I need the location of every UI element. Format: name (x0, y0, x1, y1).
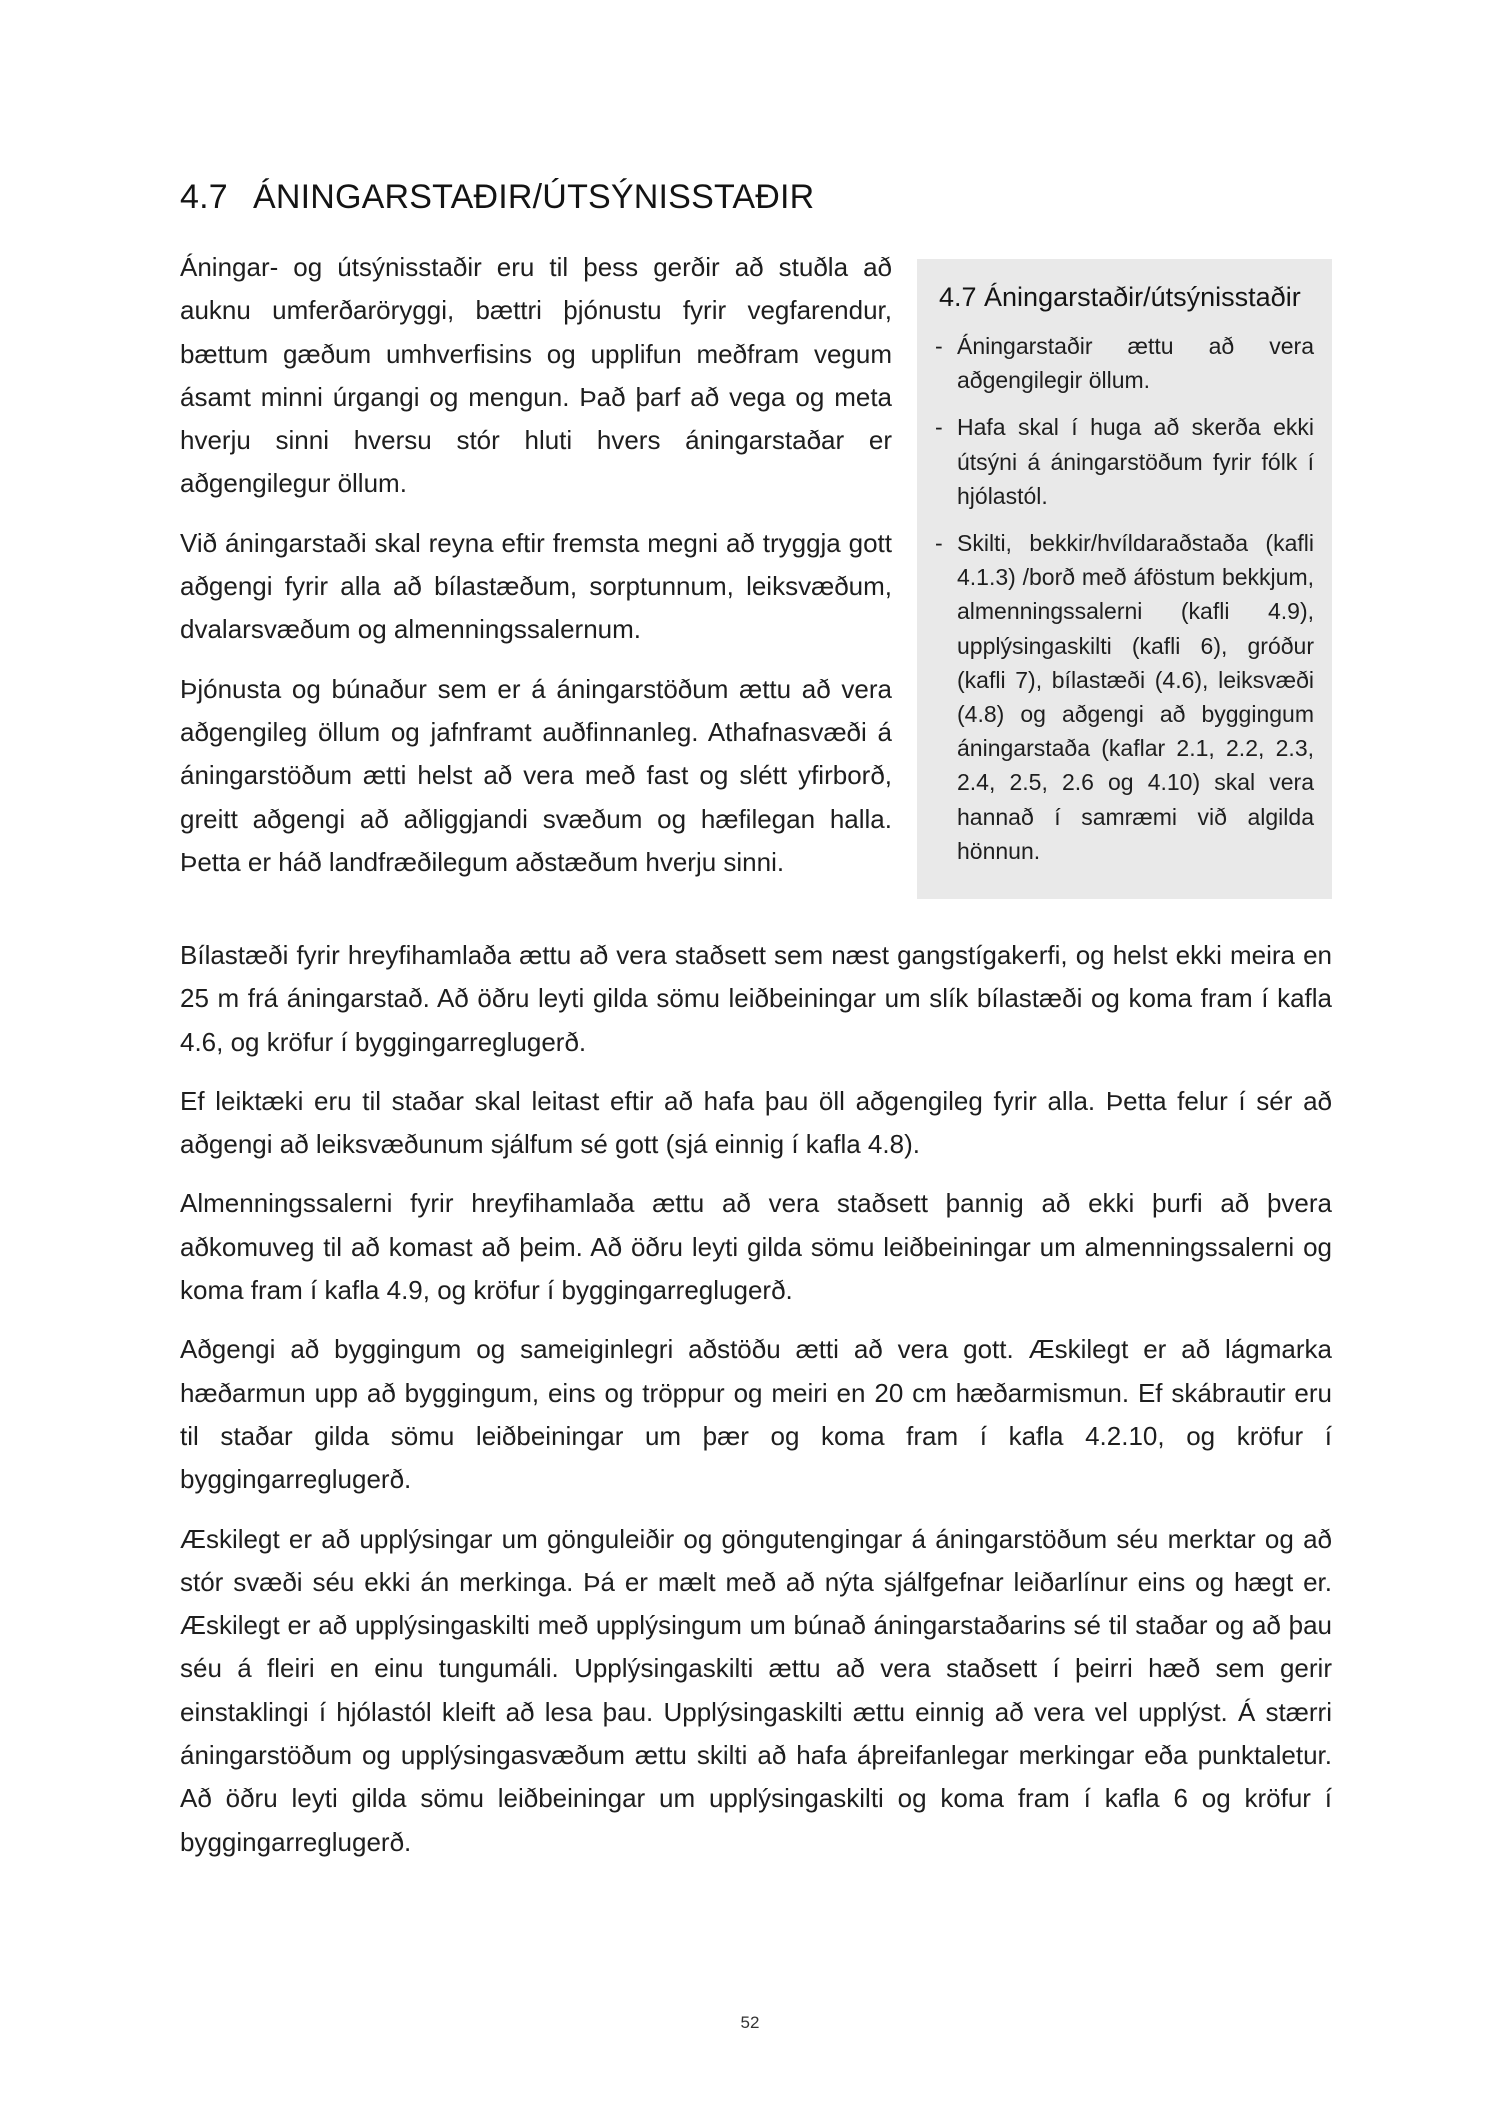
paragraph: Þjónusta og búnaður sem er á áningarstöðum ættu að vera aðgengileg öllum og jafnframt auðfinnanleg. Athafnasvæði á áningarstöðum ætti helst að vera með fast og slétt yfirborð, greitt aðgengi að aðliggjandi svæðum og hæfilegan halla. Þetta er háð landfræðilegum aðstæðum hverju sinni. (180, 673, 892, 877)
body-column (180, 934, 1332, 1880)
summary-list-item (935, 329, 1314, 397)
paragraph: Bílastæði fyrir hreyfihamlaða ættu að vera staðsett sem næst gangstígakerfi, og helst ekki meira en 25 m frá áningarstað. Að öðru leyti gilda sömu leiðbeiningar um slík bílastæði og koma fram í kafla 4.6, og kröfur í byggingarreglugerð. (180, 940, 1332, 1057)
summary-box-title: 4.7 Áningarstaðir/útsýnisstaðir (939, 282, 1301, 312)
dash-bullet: - (935, 333, 943, 359)
summary-list-item (935, 526, 1314, 868)
section-title: ÁNINGARSTAÐIR/ÚTSÝNISSTAÐIR (253, 178, 815, 216)
section-heading (180, 178, 814, 217)
summary-list-item (935, 410, 1314, 513)
summary-item-text: Skilti, bekkir/hvíldaraðstaða (kafli 4.1.3) /borð með áföstum bekkjum, almenningssalerni (kafli 4.9), upplýsingaskilti (kafli 6), gróður (kafli 7), bílastæði (4.6), leiksvæði (4.8) og aðgengi að byggingum áningarstaða (kaflar 2.1, 2.2, 2.3, 2.4, 2.5, 2.6 og 4.10) skal vera hannað í samræmi við algilda hönnun. (957, 530, 1314, 864)
summary-item-text: Áningarstaðir ættu að vera aðgengilegir öllum. (957, 333, 1314, 394)
page-number: 52 (740, 2013, 760, 2032)
paragraph: Almenningssalerni fyrir hreyfihamlaða ættu að vera staðsett þannig að ekki þurfi að þvera aðkomuveg til að komast að þeim. Að öðru leyti gilda sömu leiðbeiningar um almenningssalerni og koma fram í kafla 4.9, og kröfur í byggingarreglugerð. (180, 1188, 1332, 1306)
paragraph: Áningar- og útsýnisstaðir eru til þess gerðir að stuðla að auknu umferðaröryggi, bættri þjónustu fyrir vegfarendur, bættum gæðum umhverfisins og upplifun meðfram vegum ásamt minni úrgangi og mengun. Það þarf að vega og meta hverju sinni hversu stór hluti hvers áningarstaðar er aðgengilegur öllum. (180, 252, 892, 499)
intro-column (180, 246, 892, 900)
dash-bullet: - (935, 530, 943, 557)
paragraph: Aðgengi að byggingum og sameiginlegri aðstöðu ætti að vera gott. Æskilegt er að lágmarka hæðarmun upp að byggingum, eins og tröppur og meiri en 20 cm hæðarmismun. Ef skábrautir eru til staðar gilda sömu leiðbeiningar um þær og koma fram í kafla 4.2.10, og kröfur í byggingarreglugerð. (180, 1334, 1332, 1495)
summary-list (935, 329, 1314, 868)
summary-item-text: Hafa skal í huga að skerða ekki útsýni á áningarstöðum fyrir fólk í hjólastól. (957, 414, 1314, 509)
paragraph: Æskilegt er að upplýsingar um gönguleiðir og göngutengingar á áningarstöðum séu merktar og að stór svæði séu ekki án merkinga. Þá er mælt með að nýta sjálfgefnar leiðarlínur eins og hægt er. Æskilegt er að upplýsingaskilti með upplýsingum um búnað áningarstaðarins sé til staðar og að þau séu á fleiri en einu tungumáli. Upplýsingaskilti ættu að vera staðsett í þeirri hæð sem gerir einstaklingi í hjólastól kleift að lesa þau. Upplýsingaskilti ættu einnig að vera vel upplýst. Á stærri áningarstöðum og upplýsingasvæðum ættu skilti að hafa áþreifanlegar merkingar eða punktaletur. Að öðru leyti gilda sömu leiðbeiningar um upplýsingaskilti og koma fram í kafla 6 og kröfur í byggingarreglugerð. (180, 1523, 1332, 1857)
section-number: 4.7 (180, 178, 228, 216)
summary-box (917, 259, 1332, 899)
dash-bullet: - (935, 414, 943, 441)
paragraph: Ef leiktæki eru til staðar skal leitast eftir að hafa þau öll aðgengileg fyrir alla. Þetta felur í sér að aðgengi að leiksvæðunum sjálfum sé gott (sjá einnig í kafla 4.8). (180, 1085, 1332, 1160)
paragraph: Við áningarstaði skal reyna eftir fremsta megni að tryggja gott aðgengi fyrir alla að bílastæðum, sorptunnum, leiksvæðum, dvalarsvæðum og almenningssalernum. (180, 527, 892, 645)
